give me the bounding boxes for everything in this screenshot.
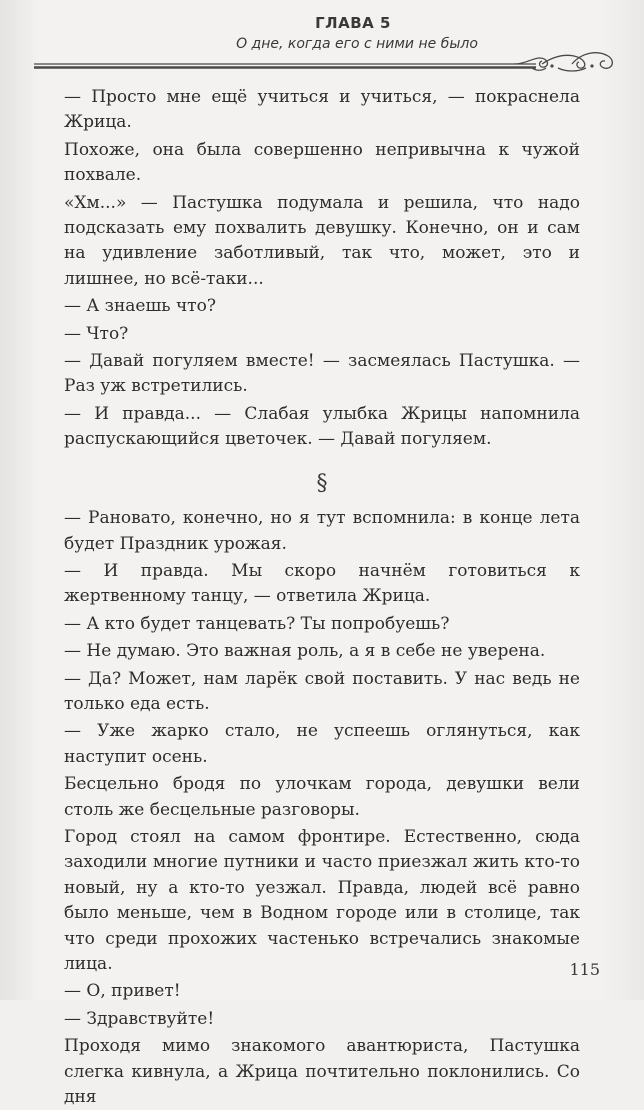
chapter-title: ГЛАВА 5	[315, 14, 391, 32]
body-text	[64, 85, 580, 1110]
paragraph: «Хм...» — Пастушка подумала и решила, что надо подсказать ему похвалить девушку. Конечно, он и сам на удивление заботливый, так что, может, это и лишнее, но всё-таки...	[64, 192, 580, 289]
paragraph: — А кто будет танцевать? Ты попробуешь?	[64, 613, 450, 634]
header-rule	[34, 62, 536, 70]
paragraph: — А знаешь что?	[64, 296, 216, 317]
paragraph: — Давай погуляем вместе! — засмеялась Пастушка. — Раз уж встретились.	[64, 351, 580, 397]
section-break-mark: §	[316, 470, 328, 496]
paragraph: — Не думаю. Это важная роль, а я в себе не уверена.	[64, 641, 546, 662]
chapter-subtitle: О дне, когда его с ними не было	[236, 36, 478, 52]
paragraph: Похоже, она была совершенно непривычна к чужой похвале.	[64, 139, 580, 186]
paragraph: — Что?	[64, 323, 129, 344]
header-ornament-icon	[512, 46, 622, 76]
page-number: 115	[569, 960, 600, 979]
paragraph: — И правда... — Слабая улыбка Жрицы напомнила распускающийся цветочек. — Давай погуляем.	[64, 403, 580, 450]
paragraph: — Рановато, конечно, но я тут вспомнила: в конце лета будет Праздник урожая.	[64, 508, 580, 554]
paragraph: Город стоял на самом фронтире. Естественно, сюда заходили многие путники и часто приезжал жить кто-то новый, ну а кто-то уезжал. Правда, людей всё равно было меньше, чем в Водном городе или в столице, так что среди прохожих частенько встречались знакомые лица.	[64, 826, 580, 974]
paragraph: — О, привет!	[64, 981, 181, 1002]
paragraph: — Здравствуйте!	[64, 1008, 215, 1029]
paragraph: — И правда. Мы скоро начнём готовиться к жертвенному танцу, — ответила Жрица.	[64, 560, 580, 607]
paragraph: — Просто мне ещё учиться и учиться, — покраснела Жрица.	[64, 87, 580, 133]
paragraph: Бесцельно бродя по улочкам города, девушки вели столь же бесцельные разговоры.	[64, 774, 580, 820]
paragraph: Проходя мимо знакомого авантюриста, Пастушка слегка кивнула, а Жрица почтительно поклонились. Со дня	[64, 1036, 580, 1108]
paragraph: — Да? Может, нам ларёк свой поставить. У нас ведь не только еда есть.	[64, 668, 580, 714]
paragraph: — Уже жарко стало, не успеешь оглянуться, как наступит осень.	[64, 721, 580, 767]
